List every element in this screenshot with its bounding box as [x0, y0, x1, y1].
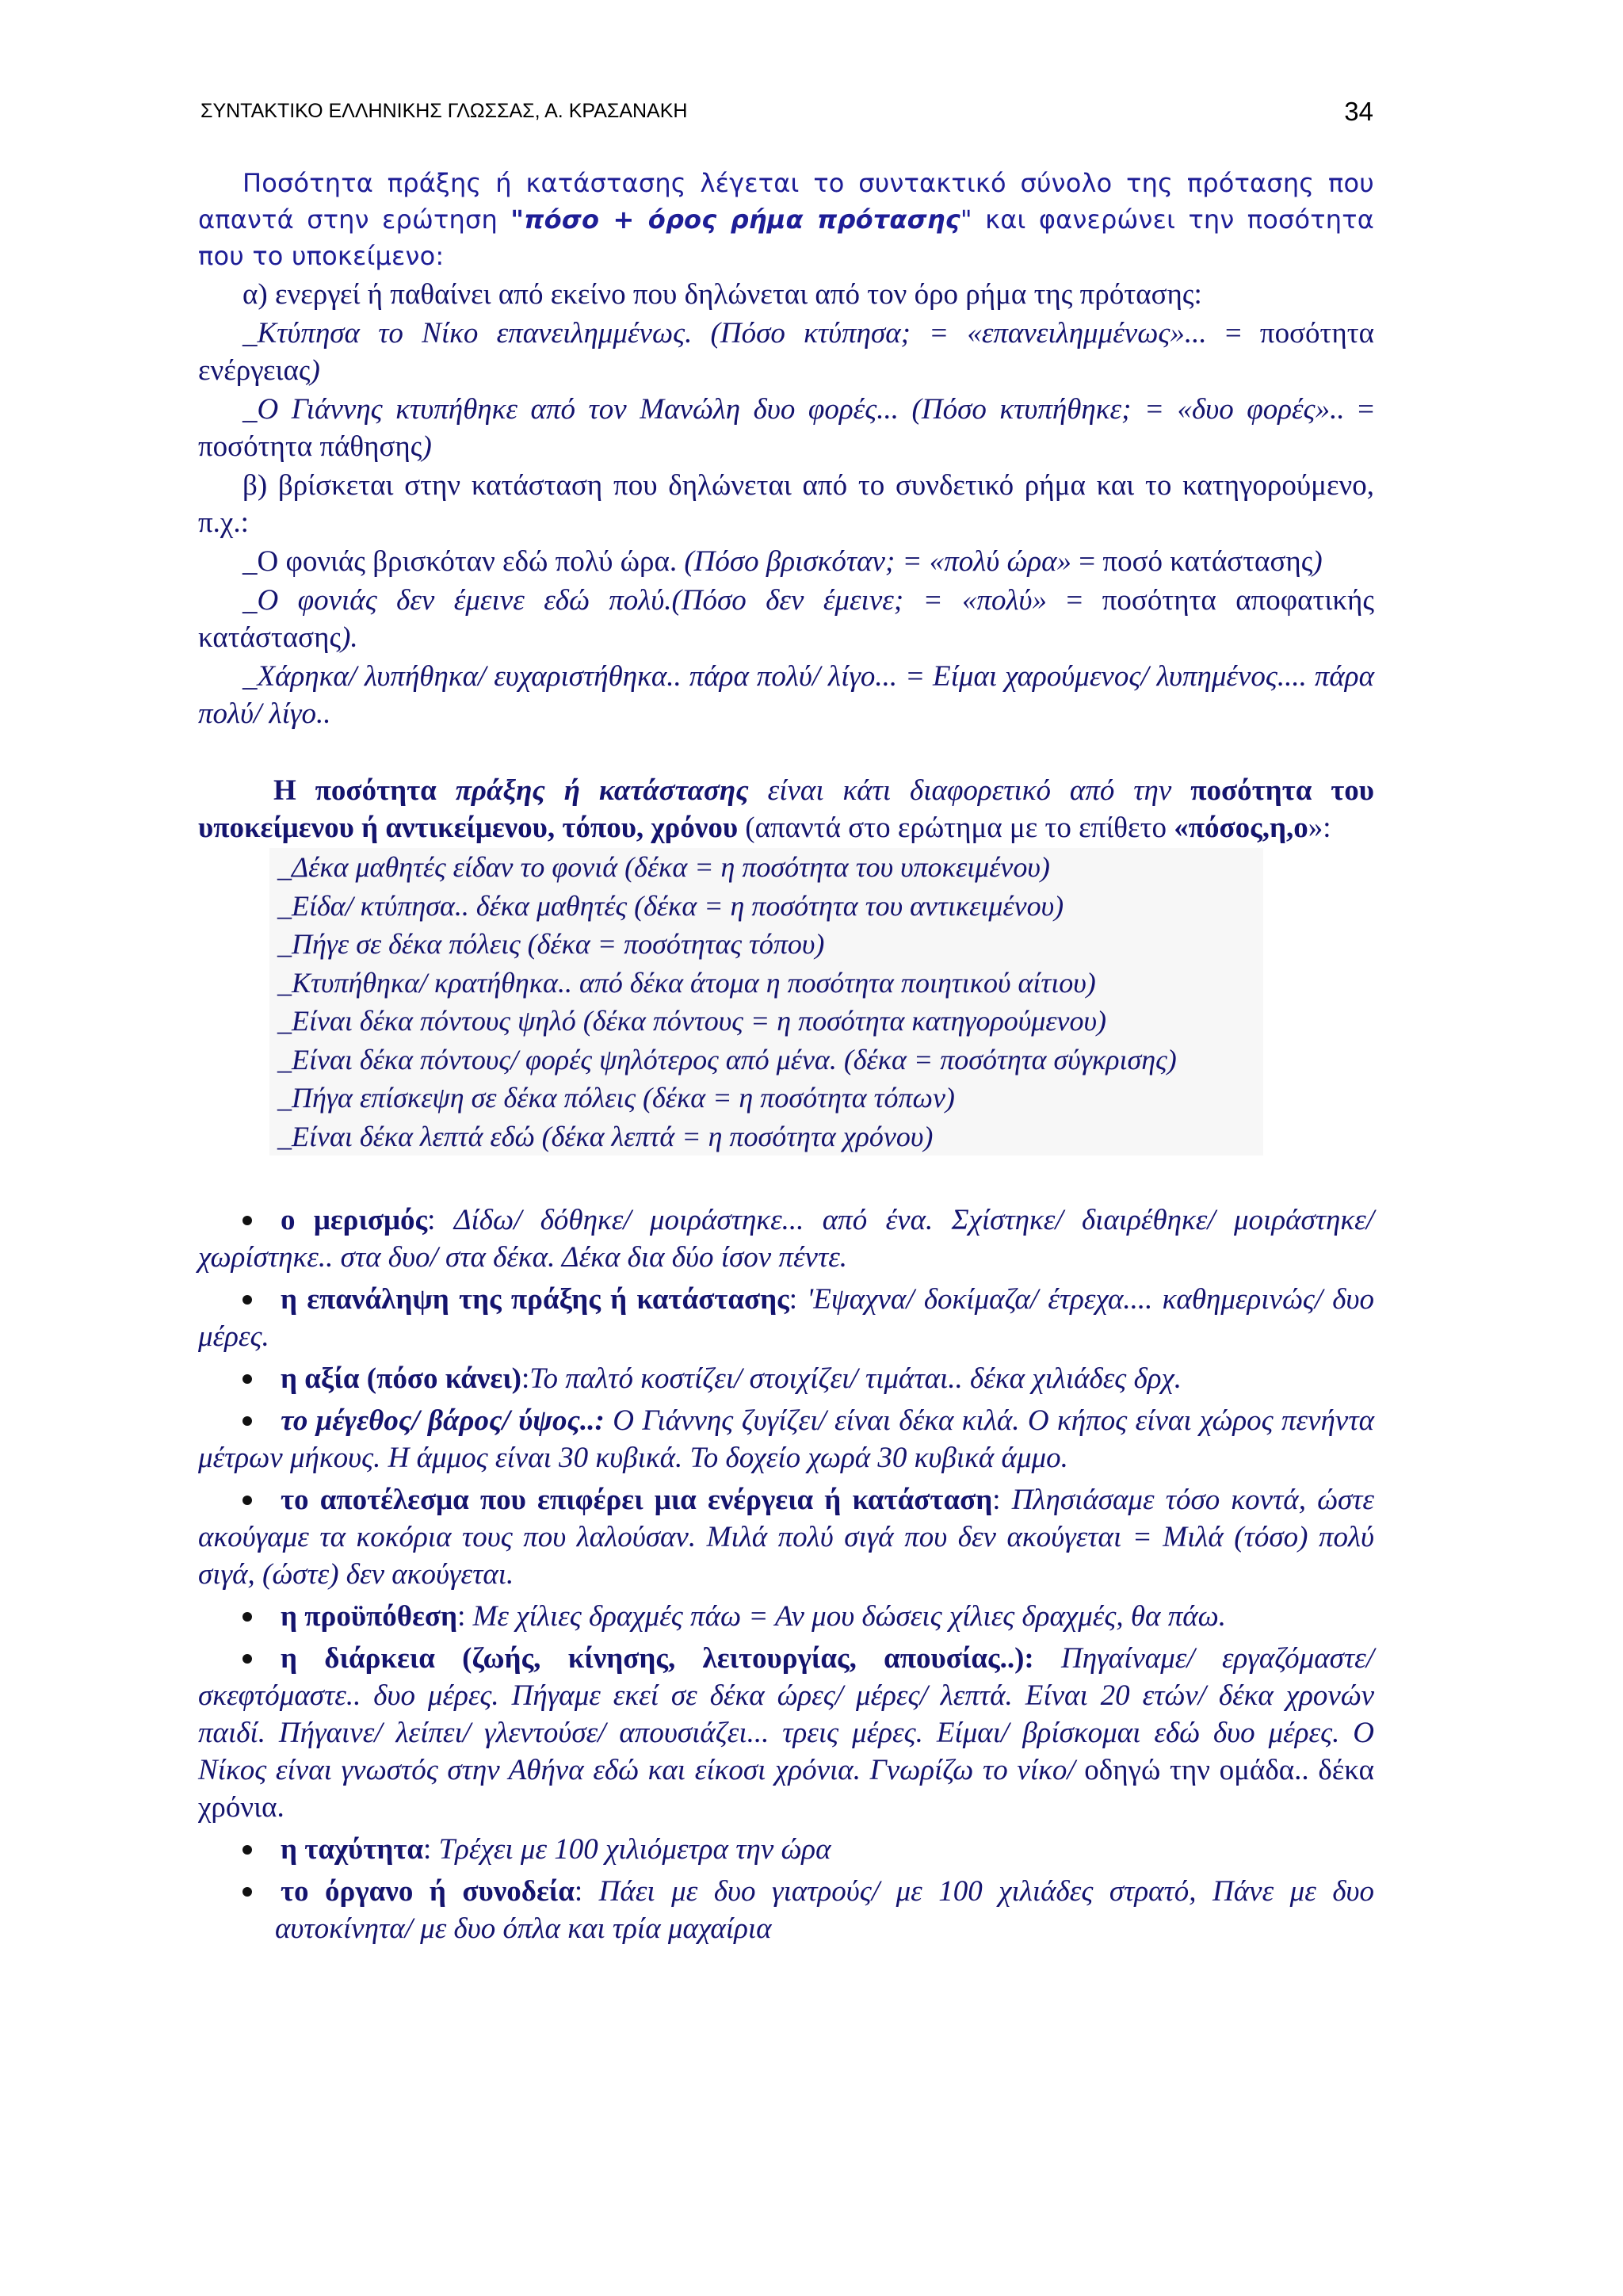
italic-text: είναι κάτι διαφορετικό από την	[748, 774, 1191, 807]
list-item	[198, 1640, 1374, 1826]
example-close: )	[422, 430, 432, 463]
example-close: )	[310, 354, 320, 387]
item-body: Το παλτό κοστίζει/ στοιχίζει/ τιμάται.. δέκα χιλιάδες δρχ.	[529, 1362, 1182, 1395]
example-line: _Δέκα μαθητές είδαν το φονιά (δέκα = η ποσότητα του υποκειμένου)	[277, 851, 1050, 883]
item-sep: :	[427, 1204, 454, 1236]
bold-text: «πόσος,η,ο	[1174, 812, 1308, 844]
example-close: ).	[341, 621, 358, 654]
example-italic: _Ο φονιάς δεν έμεινε εδώ πολύ.(Πόσο δεν έμεινε; = «πολύ»	[242, 584, 1048, 617]
item-sep: :	[457, 1600, 473, 1633]
item-heading: η αξία (πόσο κάνει)	[281, 1362, 522, 1395]
page-number: 34	[1344, 97, 1373, 126]
difference-paragraph	[198, 772, 1374, 846]
example-line: _Πήγε σε δέκα πόλεις (δέκα = ποσότητας τόπου)	[277, 928, 825, 960]
bold-text: ποσότητα του υποκείμενου ή αντικείμενου, τόπου, χρόνου	[198, 774, 1374, 844]
example-italic: (Πόσο βρισκόταν; = «πολύ ώρα»	[684, 545, 1072, 578]
bullet-icon	[242, 1887, 252, 1897]
item-sep: :	[574, 1875, 599, 1908]
item-body: Με χίλιες δραχμές πάω = Αν μου δώσεις χίλιες δραχμές, θα πάω.	[472, 1600, 1227, 1633]
item-heading: η διάρκεια (ζωής, κίνησης, λειτουργίας, απουσίας..):	[281, 1642, 1034, 1675]
example-line: _Είναι δέκα πόντους/ φορές ψηλότερος από μένα. (δέκα = ποσότητα σύγκρισης)	[277, 1043, 1177, 1075]
item-body: Πλησιάσαμε τόσο κοντά, ώστε ακούγαμε τα κοκόρια τους που λαλούσαν. Μιλά πολύ σιγά που δεν ακούγεται = Μιλά (τόσο) πολύ σιγά, (ώστε) δεν ακούγεται.	[198, 1484, 1375, 1591]
intro-emphasis: "πόσο + όρος ρήμα πρότασης	[510, 204, 960, 235]
list-item	[198, 1598, 1374, 1635]
bold-italic-text: πράξης ή κατάστασης	[455, 774, 749, 807]
running-title: ΣΥΝΤΑΚΤΙΚΟ ΕΛΛΗΝΙΚΗΣ ΓΛΩΣΣΑΣ, Α. ΚΡΑΣΑΝΑΚΗ	[200, 100, 688, 122]
list-item	[198, 1360, 1374, 1397]
section-b-example-1	[198, 543, 1374, 580]
item-body: Ο Γιάννης ζυγίζει/ είναι δέκα κιλά. Ο κήπος είναι χώρος πενήντα μέτρων μήκους. Η άμμος είναι 30 κυβικά. Το δοχείο χωρά 30 κυβικά άμμο.	[198, 1404, 1374, 1474]
item-sep: :	[521, 1362, 530, 1395]
section-a-example-1	[198, 315, 1374, 389]
bold-text: Η ποσότητα	[273, 774, 456, 807]
item-heading: η ταχύτητα	[281, 1833, 424, 1866]
page-header	[200, 97, 1373, 128]
example-close: )	[1312, 545, 1323, 578]
list-item	[198, 1281, 1374, 1355]
item-sep	[605, 1404, 613, 1437]
list-item	[198, 1873, 1374, 1947]
example-tail: = ποσότητα αποφατικής κατάστασης	[198, 584, 1375, 654]
bullet-icon	[242, 1612, 252, 1622]
page-body	[198, 165, 1374, 1952]
example-italic: _Ο Γιάννης κτυπήθηκε από τον Μανώλη δυο φορές... (Πόσο κτυπήθηκε; = «δυο φορές»..	[242, 393, 1345, 426]
item-body: Τρέχει με 100 χιλιόμετρα την ώρα	[438, 1833, 831, 1866]
section-b-label: β) βρίσκεται στην κατάσταση που δηλώνεται από το συνδετικό ρήμα και το κατηγορούμενο, π.χ.:	[198, 469, 1374, 539]
example-tail: = ποσό κατάστασης	[1071, 545, 1313, 578]
example-line: _Είναι δέκα πόντους ψηλό (δέκα πόντους = η ποσότητα κατηγορούμενου)	[277, 1005, 1107, 1037]
intro-text-end: " και φανερώνει την ποσότητα που το υποκείμενο:	[198, 204, 1375, 271]
item-heading: η επανάληψη της πράξης ή κατάστασης	[281, 1283, 789, 1316]
item-body: 'Εψαχνα/ δοκίμαζα/ έτρεχα.... καθημερινώς/ δυο μέρες.	[198, 1283, 1374, 1353]
plain-text: (απαντά στο ερώτημα με το επίθετο	[738, 812, 1174, 844]
example-tail: = ποσότητα ενέργειας	[198, 317, 1375, 387]
section-a-example-2	[198, 391, 1374, 465]
bullet-icon	[242, 1496, 252, 1505]
item-body: Πάει με δυο γιατρούς/ με 100 χιλιάδες στρατό, Πάνε με δυο αυτοκίνητα/ με δυο όπλα και τρία μαχαίρια	[275, 1875, 1374, 1945]
bullet-icon	[242, 1845, 252, 1855]
examples-box	[269, 848, 1263, 1156]
section-quantity-difference	[198, 772, 1374, 1156]
bullet-icon	[242, 1654, 252, 1664]
bullet-icon	[242, 1295, 252, 1305]
item-heading: το όργανο ή συνοδεία	[281, 1875, 575, 1908]
item-heading: ο μερισμός	[281, 1204, 428, 1236]
item-sep	[1034, 1642, 1061, 1675]
example-text: _Ο φονιάς βρισκόταν εδώ πολύ ώρα.	[242, 545, 685, 578]
list-item	[198, 1831, 1374, 1868]
list-item	[198, 1481, 1374, 1593]
section-b-example-3: _Χάρηκα/ λυπήθηκα/ ευχαριστήθηκα.. πάρα πολύ/ λίγο... = Είμαι χαρούμενος/ λυπημένος.... πάρα πολύ/ λίγο..	[198, 660, 1374, 730]
item-body: Πηγαίναμε/ εργαζόμαστε/ σκεφτόμαστε.. δυο μέρες. Πήγαμε εκεί σε δέκα ώρες/ μέρες/ λεπτά. Είναι 20 ετών/ δέκα χρονών παιδί. Πήγαινε/ λείπει/ γλεντούσε/ απουσιάζει... τρεις μέρες. Είμαι/ βρίσκομαι εδώ δυο μέρες. Ο Νίκος είναι γνωστός στην Αθήνα εδώ και είκοσι χρόνια. Γνωρίζω το νίκο/	[198, 1642, 1374, 1786]
list-item	[198, 1201, 1374, 1276]
item-heading: η προϋπόθεση	[281, 1600, 458, 1633]
list-item	[198, 1402, 1374, 1477]
example-line: _Είναι δέκα λεπτά εδώ (δέκα λεπτά = η ποσότητα χρόνου)	[277, 1120, 934, 1152]
plain-text: »:	[1308, 812, 1331, 844]
item-sep: :	[789, 1283, 808, 1316]
item-heading: το μέγεθος/ βάρος/ ύψος..:	[281, 1404, 605, 1437]
bullet-icon	[242, 1374, 252, 1384]
intro-text: Ποσότητα πράξης ή κατάστασης λέγεται το συντακτικό σύνολο της πρότασης που απαντά στην ερώτηση	[198, 168, 1374, 235]
section-a-label: α) ενεργεί ή παθαίνει από εκείνο που δηλώνεται από τον όρο ρήμα της πρότασης:	[242, 278, 1202, 311]
item-body: Δίδω/ δόθηκε/ μοιράστηκε... από ένα. Σχίστηκε/ διαιρέθηκε/ μοιράστηκε/ χωρίστηκε.. στα δυο/ στα δέκα. Δέκα δια δύο ίσον πέντε.	[198, 1204, 1374, 1274]
bullet-list	[198, 1201, 1374, 1947]
bullet-icon	[242, 1416, 252, 1426]
section-b-example-2	[198, 582, 1374, 656]
item-sep: :	[992, 1484, 1012, 1516]
bullet-icon	[242, 1216, 252, 1225]
example-italic: _Κτύπησα το Νίκο επανειλημμένως. (Πόσο κτύπησα; = «επανειλημμένως»...	[242, 317, 1207, 350]
item-sep: :	[423, 1833, 439, 1866]
example-line: _Είδα/ κτύπησα.. δέκα μαθητές (δέκα = η ποσότητα του αντικειμένου)	[277, 889, 1064, 922]
item-tail: οδηγώ την ομάδα.. δέκα χρόνια.	[198, 1754, 1374, 1824]
example-tail: = ποσότητα πάθησης	[198, 393, 1374, 463]
example-line: _Κτυπήθηκα/ κρατήθηκα.. από δέκα άτομα η ποσότητα ποιητικού αίτιου)	[277, 966, 1096, 999]
intro-paragraph	[198, 165, 1374, 274]
example-line: _Πήγα επίσκεψη σε δέκα πόλεις (δέκα = η ποσότητα τόπων)	[277, 1082, 955, 1114]
item-heading: το αποτέλεσμα που επιφέρει μια ενέργεια ή κατάσταση	[281, 1484, 993, 1516]
